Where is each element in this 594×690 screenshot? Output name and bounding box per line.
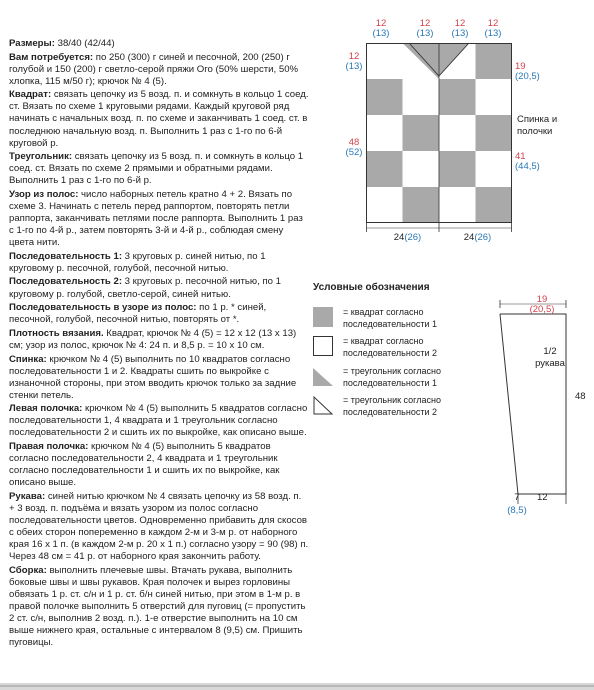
white-square-icon (313, 336, 333, 356)
dim-value-alt: (13) (345, 61, 363, 72)
sleeve-dim-bottom-left (502, 493, 532, 516)
paragraph-heading: Вам потребуется: (9, 51, 94, 63)
paragraph-body: 38/40 (42/44) (54, 38, 115, 49)
dim-right-upper (515, 62, 540, 82)
square-cell (403, 187, 440, 223)
paragraph-back (9, 354, 309, 402)
square-cell (476, 115, 513, 151)
sleeve-label: 1/2 рукава (535, 346, 565, 369)
square-cell (366, 79, 403, 115)
paragraph-body: крючком № 4 (5) выполнить 5 квадратов согласно последовательности 1, 4 квадрата и 1 треугольник согласно последовательности 2 и сшить их по выкройке, как описано выше. (9, 403, 308, 439)
dim-value-alt: (20,5) (529, 304, 555, 315)
dim-value-alt: (13) (416, 28, 434, 39)
paragraph-body: синей нитью крючком № 4 связать цепочку из 58 возд. п. + 3 возд. п. подъёма и вязать узором из полос согласно последовательности цветов. Одновременно прибавить для скосов с обеих сторон попеременно в каждом 2-м и 3-м р. от наборного края 16 x 1 п. (в каждом 2-м р. 20 x 1 п.) согласно узору = 90 (98) п. Через 48 см = 41 р. от наборного края закончить работу. (9, 490, 309, 563)
white-triangle-icon (313, 395, 333, 415)
dim-value-alt: (13) (484, 28, 502, 39)
paragraph-left-front (9, 403, 309, 439)
paragraph-body: крючком № 4 (5) выполнить 5 квадратов согласно последовательности 2, 4 квадрата и 1 треугольник согласно последовательности 1 и сшить их по выкройке, как описано выше. (9, 441, 280, 489)
paragraph-materials (9, 52, 309, 88)
paragraph-sequence-1 (9, 251, 309, 275)
square-cell (476, 187, 513, 223)
dim-value-alt: (52) (345, 147, 363, 158)
legend-title: Условные обозначения (313, 282, 430, 293)
paragraph-heading: Последовательность 1: (9, 250, 123, 262)
paragraph-heading: Размеры: (9, 38, 55, 49)
dim-value: 19 (536, 294, 548, 305)
dim-top-mid2 (449, 19, 471, 39)
dim-value-alt: (26) (404, 232, 422, 243)
paragraph-heading: Спинка: (9, 353, 47, 365)
dim-value: 7 (514, 492, 520, 503)
paragraph-body: крючком № 4 (5) выполнить по 10 квадратов согласно последовательности 1 и 2. Квадраты сшить по выкройке с изнаночной стороны, при этом вводить крючок только за задние стенки петель. (9, 353, 297, 401)
paragraph-heading: Правая полочка: (9, 441, 89, 453)
paragraph-heading: Последовательность 2: (9, 276, 123, 288)
paragraph-body: 3 круговых р. синей нитью, по 1 круговому р. песочной, голубой, песочной нитью. (9, 250, 266, 274)
square-cell (403, 115, 440, 151)
dim-value: 12 (348, 51, 360, 62)
paragraph-sleeves (9, 491, 309, 563)
dim-left-upper (343, 52, 365, 72)
dim-value-alt: (8,5) (507, 505, 527, 516)
paragraph-body: 3 круговых р. песочной нитью, по 1 круговому р. голубой, светло-серой, синей нитью. (9, 276, 281, 300)
dim-value-alt: (13) (372, 28, 390, 39)
sleeve-dim-top (526, 295, 558, 315)
dim-value: 19 (515, 61, 526, 72)
paragraph-body: связать цепочку из 5 возд. п. и сомкнуть в кольцо 1 соед. ст. Вязать по схеме 2 прямыми и обратными рядами. Выполнить 1 раз с 1-го по 6-й р. (9, 151, 304, 187)
gray-triangle-icon (313, 366, 333, 386)
paragraph-sequence-stripes (9, 302, 309, 326)
legend-text: = треугольник согласно последовательности 2 (343, 395, 441, 417)
dim-value: 24 (393, 232, 405, 243)
dim-value: 12 (454, 18, 466, 29)
paragraph-heading: Квадрат: (9, 89, 52, 101)
paragraph-body: по 1 р. * синей, песочной, голубой, песочной нитью, повторять от *. (9, 302, 267, 326)
paragraph-heading: Левая полочка: (9, 403, 83, 415)
paragraph-assembly (9, 565, 309, 649)
sleeve-dim-bottom-right: 12 (537, 492, 548, 503)
square-cell (366, 151, 403, 187)
paragraph-body: связать цепочку из 5 возд. п. и сомкнуть в кольцо 1 соед. ст. Вязать по схеме 1 круговыми рядами. Каждый круговой ряд начинать с начальных возд. п. по схеме и заканчивать 1 соед. ст. в последнюю начальную возд. п. Выполнить 1 раз с 1-го по 6-й круговой р. (9, 89, 309, 149)
paragraph-sequence-2 (9, 276, 309, 300)
dim-value: 12 (375, 18, 387, 29)
paragraph-stripes (9, 189, 309, 249)
dim-value: 24 (463, 232, 475, 243)
dim-value: 12 (419, 18, 431, 29)
paragraph-body: по 250 (300) г синей и песочной, 200 (250) г голубой и 150 (200) г светло-серой пряжи Ого (50% шерсти, 50% хлопка, 115 м/50 г); крючок № 4 (5). (9, 51, 299, 87)
paragraph-body: выполнить плечевые швы. Втачать рукава, выполнить боковые швы и швы рукавов. Края полочек и вырез горловины обвязать 1 р. ст. с/н и 1 р. ст. б/н синей нитью, при этом в 1-м р. в правой полочке выполнить 5 отверстий для пуговиц (= пропустить 2 ст. с/н, выполнив 2 возд. п.). 1-е отверстие выполнить на 10 см выше нижнего края, остальные с интервалом 8 (9,5) см. Пришить пуговицы. (9, 564, 306, 648)
sleeve-schematic (490, 298, 570, 510)
paragraph-square (9, 89, 309, 149)
square-cell (476, 43, 513, 79)
square-cell (439, 151, 476, 187)
bottom-stripe (0, 683, 594, 690)
body-bottom-arrows (366, 222, 512, 236)
triangle-cell (403, 43, 440, 79)
dim-value: 41 (515, 151, 526, 162)
dim-value-alt: (26) (474, 232, 492, 243)
dim-value-alt: (13) (451, 28, 469, 39)
sleeve-outline (500, 314, 566, 494)
dim-right-lower (515, 152, 540, 172)
dim-value: 12 (487, 18, 499, 29)
dim-top-mid1 (414, 19, 436, 39)
paragraph-heading: Рукава: (9, 490, 46, 502)
paragraph-body: Квадрат, крючок № 4 (5) = 12 x 12 (13 x 13) см; узор из полос, крючок № 4: 24 п. и 8,5 р. = 10 x 10 см. (9, 327, 297, 351)
sleeve-dim-height: 48 (575, 391, 586, 402)
dim-value: 48 (348, 137, 360, 148)
gray-square-icon (313, 307, 333, 327)
legend-text: = треугольник согласно последовательности 1 (343, 366, 441, 388)
dim-value-alt: (44,5) (515, 161, 540, 172)
paragraph-sizes (9, 38, 309, 50)
paragraph-triangle (9, 151, 309, 187)
legend-text: = квадрат согласно последовательности 1 (343, 307, 437, 329)
dim-top-right (482, 19, 504, 39)
dim-value-alt: (20,5) (515, 71, 540, 82)
paragraph-gauge (9, 328, 309, 352)
paragraph-body: число наборных петель кратно 4 + 2. Вязать по схеме 3. Начинать с петель перед раппортом, повторять петли раппорта, заканчивать петлями после раппорта. Выполнить 1 раз с 1-го по 4-й р., затем повторять 3-й и 4-й р., соблюдая смену цвета нити. (9, 188, 303, 249)
paragraph-heading: Треугольник: (9, 151, 73, 163)
paragraph-right-front (9, 441, 309, 489)
paragraph-heading: Плотность вязания. (9, 327, 104, 339)
instructions-text (9, 38, 309, 651)
paragraph-heading: Узор из полос: (9, 188, 79, 200)
dim-top-left (370, 19, 392, 39)
body-schematic-label: Спинка и полочки (517, 114, 558, 137)
paragraph-heading: Сборка: (9, 564, 47, 576)
paragraph-heading: Последовательность в узоре из полос: (9, 302, 197, 314)
body-schematic (366, 43, 512, 223)
legend-text: = квадрат согласно последовательности 2 (343, 336, 437, 358)
square-cell (439, 79, 476, 115)
dim-left-lower (343, 138, 365, 158)
